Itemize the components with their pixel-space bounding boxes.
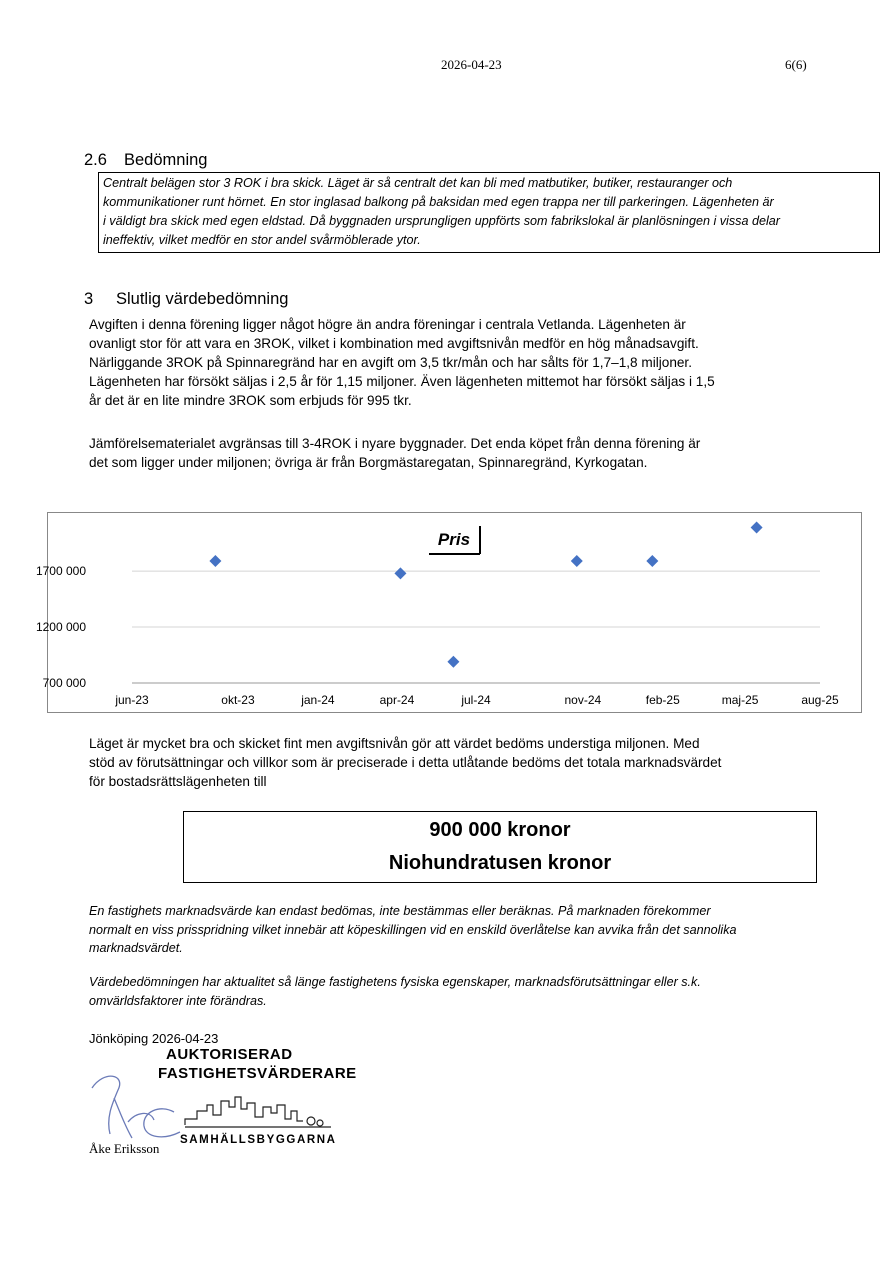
section-number: 3 [84, 290, 94, 308]
price-chart-svg [35, 513, 861, 712]
data-point [394, 567, 406, 579]
price-chart [35, 512, 862, 713]
note-line: normalt en viss prisspridning vilket innebär att köpeskillingen vid en enskild överlåtelse kan avvika från det sannolika [89, 922, 737, 937]
x-tick-labels [114, 693, 839, 707]
assessment-line: ineffektiv, vilket medför en stor andel svårmöblerade ytor. [103, 233, 421, 247]
note-line: Värdebedömningen har aktualitet så länge fastighetens fysiska egenskaper, marknadsförutsättningar eller s.k. [89, 975, 701, 989]
assessment-box [98, 172, 880, 253]
data-point [571, 555, 583, 567]
section-number: 2.6 [84, 151, 107, 169]
x-tick-label: feb-25 [645, 693, 680, 707]
y-tick-label: 1200 000 [35, 620, 86, 635]
x-tick-label: jul-24 [461, 693, 491, 707]
market-value-words: Niohundratusen kronor [388, 852, 612, 874]
page-number: 6(6) [785, 57, 807, 72]
paragraph-line: Lägenheten har försökt säljas i 2,5 år för 1,15 miljoner. Även lägenheten mittemot har försökt säljas i 1,5 [89, 374, 715, 389]
paragraph-line: Närliggande 3ROK på Spinnaregränd har en avgift om 3,5 tkr/mån och har sålts för 1,7–1,8 miljoner. [89, 355, 692, 370]
section-title: Slutlig värdebedömning [116, 290, 289, 308]
chart-title-text: Pris [437, 530, 471, 549]
data-points [209, 521, 762, 667]
data-point [209, 555, 221, 567]
signer-name: Åke Eriksson [89, 1141, 160, 1156]
paragraph-line: Avgiften i denna förening ligger något högre än andra föreningar i centrala Vetlanda. Lägenheten är [89, 317, 686, 332]
paragraph-line: ovanligt stor för att vara en 3ROK, vilket i kombination med avgiftsnivån medför en hög månadsavgift. [89, 336, 699, 351]
chart-title [429, 526, 480, 554]
paragraph-line: år det är en lite mindre 3ROK som erbjuds för 995 tkr. [89, 393, 412, 408]
section-title: Bedömning [124, 151, 208, 169]
x-tick-label: okt-23 [221, 693, 255, 707]
data-point [646, 555, 658, 567]
samhallsbyggarna-logo [183, 1095, 333, 1135]
x-tick-label: maj-25 [721, 693, 759, 707]
paragraph-line: det som ligger under miljonen; övriga är från Borgmästaregatan, Spinnaregränd, Kyrkogatan. [89, 455, 648, 470]
data-point [447, 656, 459, 668]
paragraph-line: för bostadsrättslägenheten till [89, 774, 267, 789]
brand-name: SAMHÄLLSBYGGARNA [180, 1134, 337, 1146]
y-tick-label: 1700 000 [35, 564, 86, 579]
x-tick-label: aug-25 [801, 693, 839, 707]
assessment-line: Centralt belägen stor 3 ROK i bra skick. Läget är så centralt det kan bli med matbutiker, butiker, restauranger och [103, 176, 733, 190]
x-tick-label: apr-24 [379, 693, 415, 707]
assessment-line: kommunikationer runt hörnet. En stor inglasad balkong på baksidan med egen trappa ner till parkeringen. Lägenheten är [103, 195, 774, 209]
market-value-amount: 900 000 kronor [429, 819, 571, 841]
place-and-date: Jönköping 2026-04-23 [89, 1031, 219, 1046]
section-heading-2-6 [84, 151, 207, 170]
gridlines [132, 571, 820, 683]
note-line: En fastighets marknadsvärde kan endast bedömas, inte bestämmas eller beräknas. På marknaden förekommer [89, 904, 711, 918]
paragraph-line: stöd av förutsättningar och villkor som är preciserade i detta utlåtande bedöms det totala marknadsvärdet [89, 755, 722, 770]
paragraph-line: Läget är mycket bra och skicket fint men avgiftsnivån gör att värdet bedöms understiga miljonen. Med [89, 736, 700, 751]
conclusion-paragraph [89, 734, 819, 791]
valuation-paragraph [89, 315, 809, 410]
x-tick-label: jan-24 [301, 693, 335, 707]
logo-skyline [185, 1097, 331, 1127]
handwritten-signature [84, 1068, 194, 1148]
signature-stroke [92, 1076, 180, 1138]
paragraph-line: Jämförelsematerialet avgränsas till 3-4ROK i nyare byggnader. Det enda köpet från denna förening är [89, 436, 701, 451]
section-heading-3 [84, 290, 288, 309]
note-line: omvärldsfaktorer inte förändras. [89, 993, 267, 1008]
x-tick-label: jun-23 [115, 693, 149, 707]
stamp-line: AUKTORISERAD [166, 1046, 293, 1063]
comparison-paragraph [89, 434, 809, 472]
y-tick-label: 700 000 [42, 676, 86, 690]
assessment-line: i väldigt bra skick med egen eldstad. Då byggnaden ursprungligen uppförts som fabrikslokal är planlösningen i vissa delar [103, 214, 780, 228]
x-tick-label: nov-24 [564, 693, 602, 707]
y-tick-labels [36, 564, 86, 690]
stamp-line: FASTIGHETSVÄRDERARE [158, 1065, 357, 1082]
data-point [751, 521, 763, 533]
market-value-box [183, 811, 817, 883]
validity-note [89, 973, 789, 1010]
note-line: marknadsvärdet. [89, 941, 183, 955]
header-date: 2026-04-23 [441, 57, 502, 72]
disclaimer-note [89, 902, 789, 958]
